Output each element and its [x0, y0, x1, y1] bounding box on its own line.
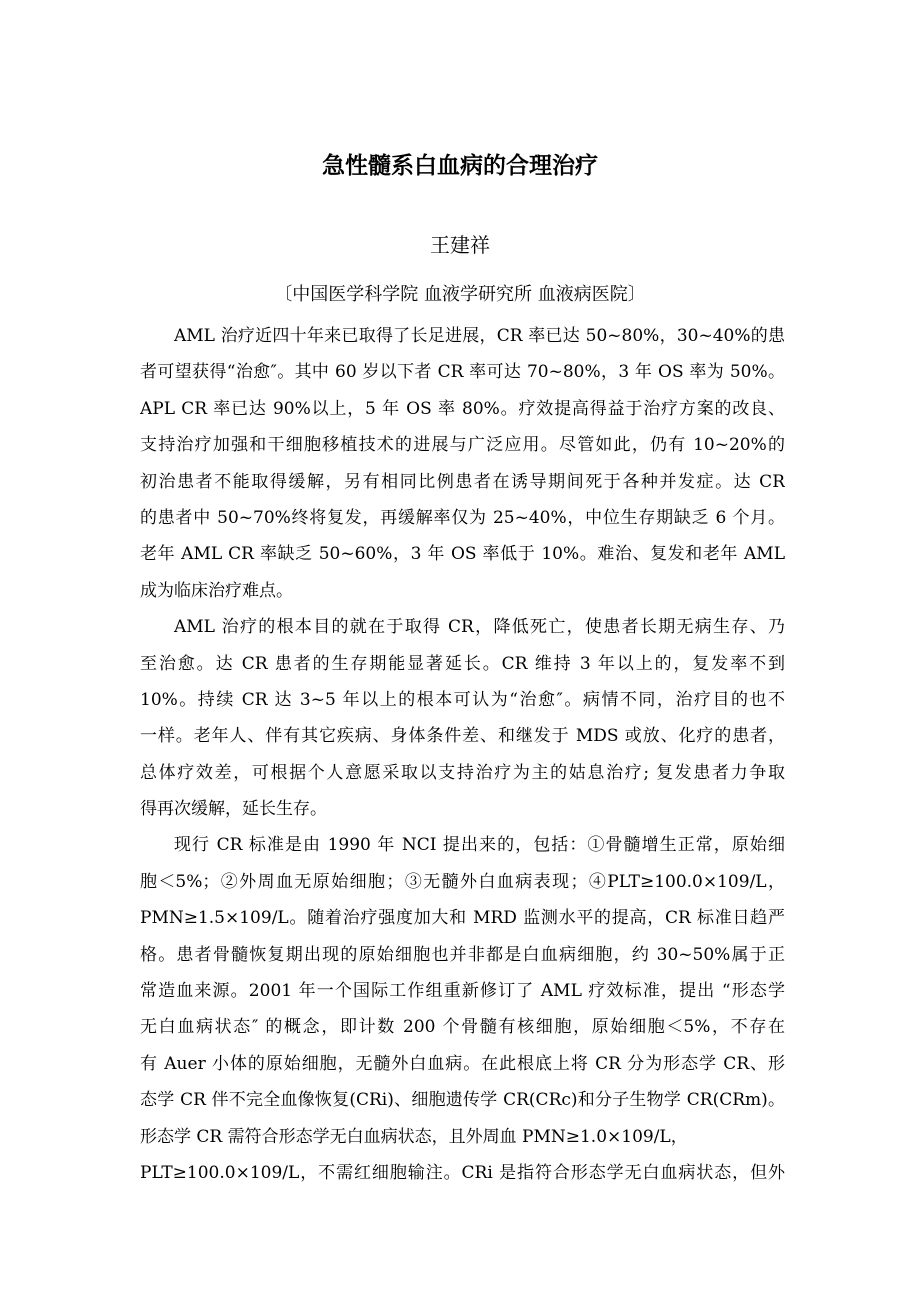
paragraph [140, 827, 785, 1191]
author-name: 王建祥 [430, 233, 490, 257]
paragraph-line: 得再次缓解，延长生存。 [140, 799, 327, 820]
paragraph-line: AML 治疗近四十年来已取得了长足进展，CR 率已达 50~80%，30~40%的患 [174, 326, 785, 346]
paragraph-line: 初治患者不能取得缓解，另有相同比例患者在诱导期间死于各种并发症。达 CR [140, 471, 785, 492]
paragraph-line: 的患者中 50~70%终将复发，再缓解率仅为 25~40%，中位生存期缺乏 6 个月。 [140, 507, 785, 528]
paragraph [140, 318, 785, 609]
paragraph-line: 至治愈。达 CR 患者的生存期能显著延长。CR 维持 3 年以上的，复发率不到 [140, 653, 785, 674]
document-body [140, 318, 785, 1191]
paragraph-line: APL CR 率已达 90%以上，5 年 OS 率 80%。疗效提高得益于治疗方案的改良、 [140, 398, 785, 419]
paragraph-line: PLT≥100.0×109/L，不需红细胞输注。CRi 是指符合形态学无白血病状态，但外 [140, 1162, 785, 1183]
paragraph-line: 支持治疗加强和干细胞移植技术的进展与广泛应用。尽管如此，仍有 10~20%的 [140, 435, 785, 456]
paragraph-line: 10%。持续 CR 达 3~5 年以上的根本可认为“治愈″。病情不同，治疗目的也不 [140, 689, 785, 710]
paragraph-line: 态学 CR 伴不完全血像恢复(CRi)、细胞遗传学 CR(CRc)和分子生物学 CR(CRm)。 [140, 1090, 785, 1111]
paragraph-line: 无白血病状态″ 的概念，即计数 200 个骨髓有核细胞，原始细胞＜5%，不存在 [140, 1017, 785, 1038]
paragraph-line: 成为临床治疗难点。 [140, 580, 293, 601]
paragraph-line: 一样。老年人、伴有其它疾病、身体条件差、和继发于 MDS 或放、化疗的患者， [140, 726, 785, 747]
paragraph-line: 总体疗效差，可根据个人意愿采取以支持治疗为主的姑息治疗; 复发患者力争取 [140, 762, 785, 783]
paragraph-line: 形态学 CR 需符合形态学无白血病状态，且外周血 PMN≥1.0×109/L， [140, 1126, 688, 1147]
paragraph-line: PMN≥1.5×109/L。随着治疗强度加大和 MRD 监测水平的提高，CR 标准日趋严 [140, 908, 785, 929]
paragraph-line: 老年 AML CR 率缺乏 50~60%，3 年 OS 率低于 10%。难治、复发和老年 AML [140, 544, 785, 565]
document-title: 急性髓系白血病的合理治疗 [322, 153, 598, 179]
paragraph-line: AML 治疗的根本目的就在于取得 CR，降低死亡，使患者长期无病生存、乃 [174, 617, 785, 638]
paragraph-line: 现行 CR 标准是由 1990 年 NCI 提出来的，包括：①骨髓增生正常，原始细 [174, 835, 785, 856]
paragraph-line: 常造血来源。2001 年一个国际工作组重新修订了 AML 疗效标准，提出 “形态学 [140, 981, 785, 1002]
paragraph-line: 者可望获得“治愈″。其中 60 岁以下者 CR 率可达 70~80%，3 年 OS 率为 50%。 [140, 362, 785, 383]
paragraph [140, 609, 785, 827]
paragraph-line: 有 Auer 小体的原始细胞，无髓外白血病。在此根底上将 CR 分为形态学 CR、形 [140, 1053, 785, 1074]
author-affiliation: 〔中国医学科学院 血液学研究所 血液病医院〕 [274, 284, 646, 305]
paragraph-line: 格。患者骨髓恢复期出现的原始细胞也并非都是白血病细胞，约 30~50%属于正 [140, 944, 785, 965]
paragraph-line: 胞＜5%；②外周血无原始细胞；③无髓外白血病表现；④PLT≥100.0×109/L， [140, 871, 785, 892]
